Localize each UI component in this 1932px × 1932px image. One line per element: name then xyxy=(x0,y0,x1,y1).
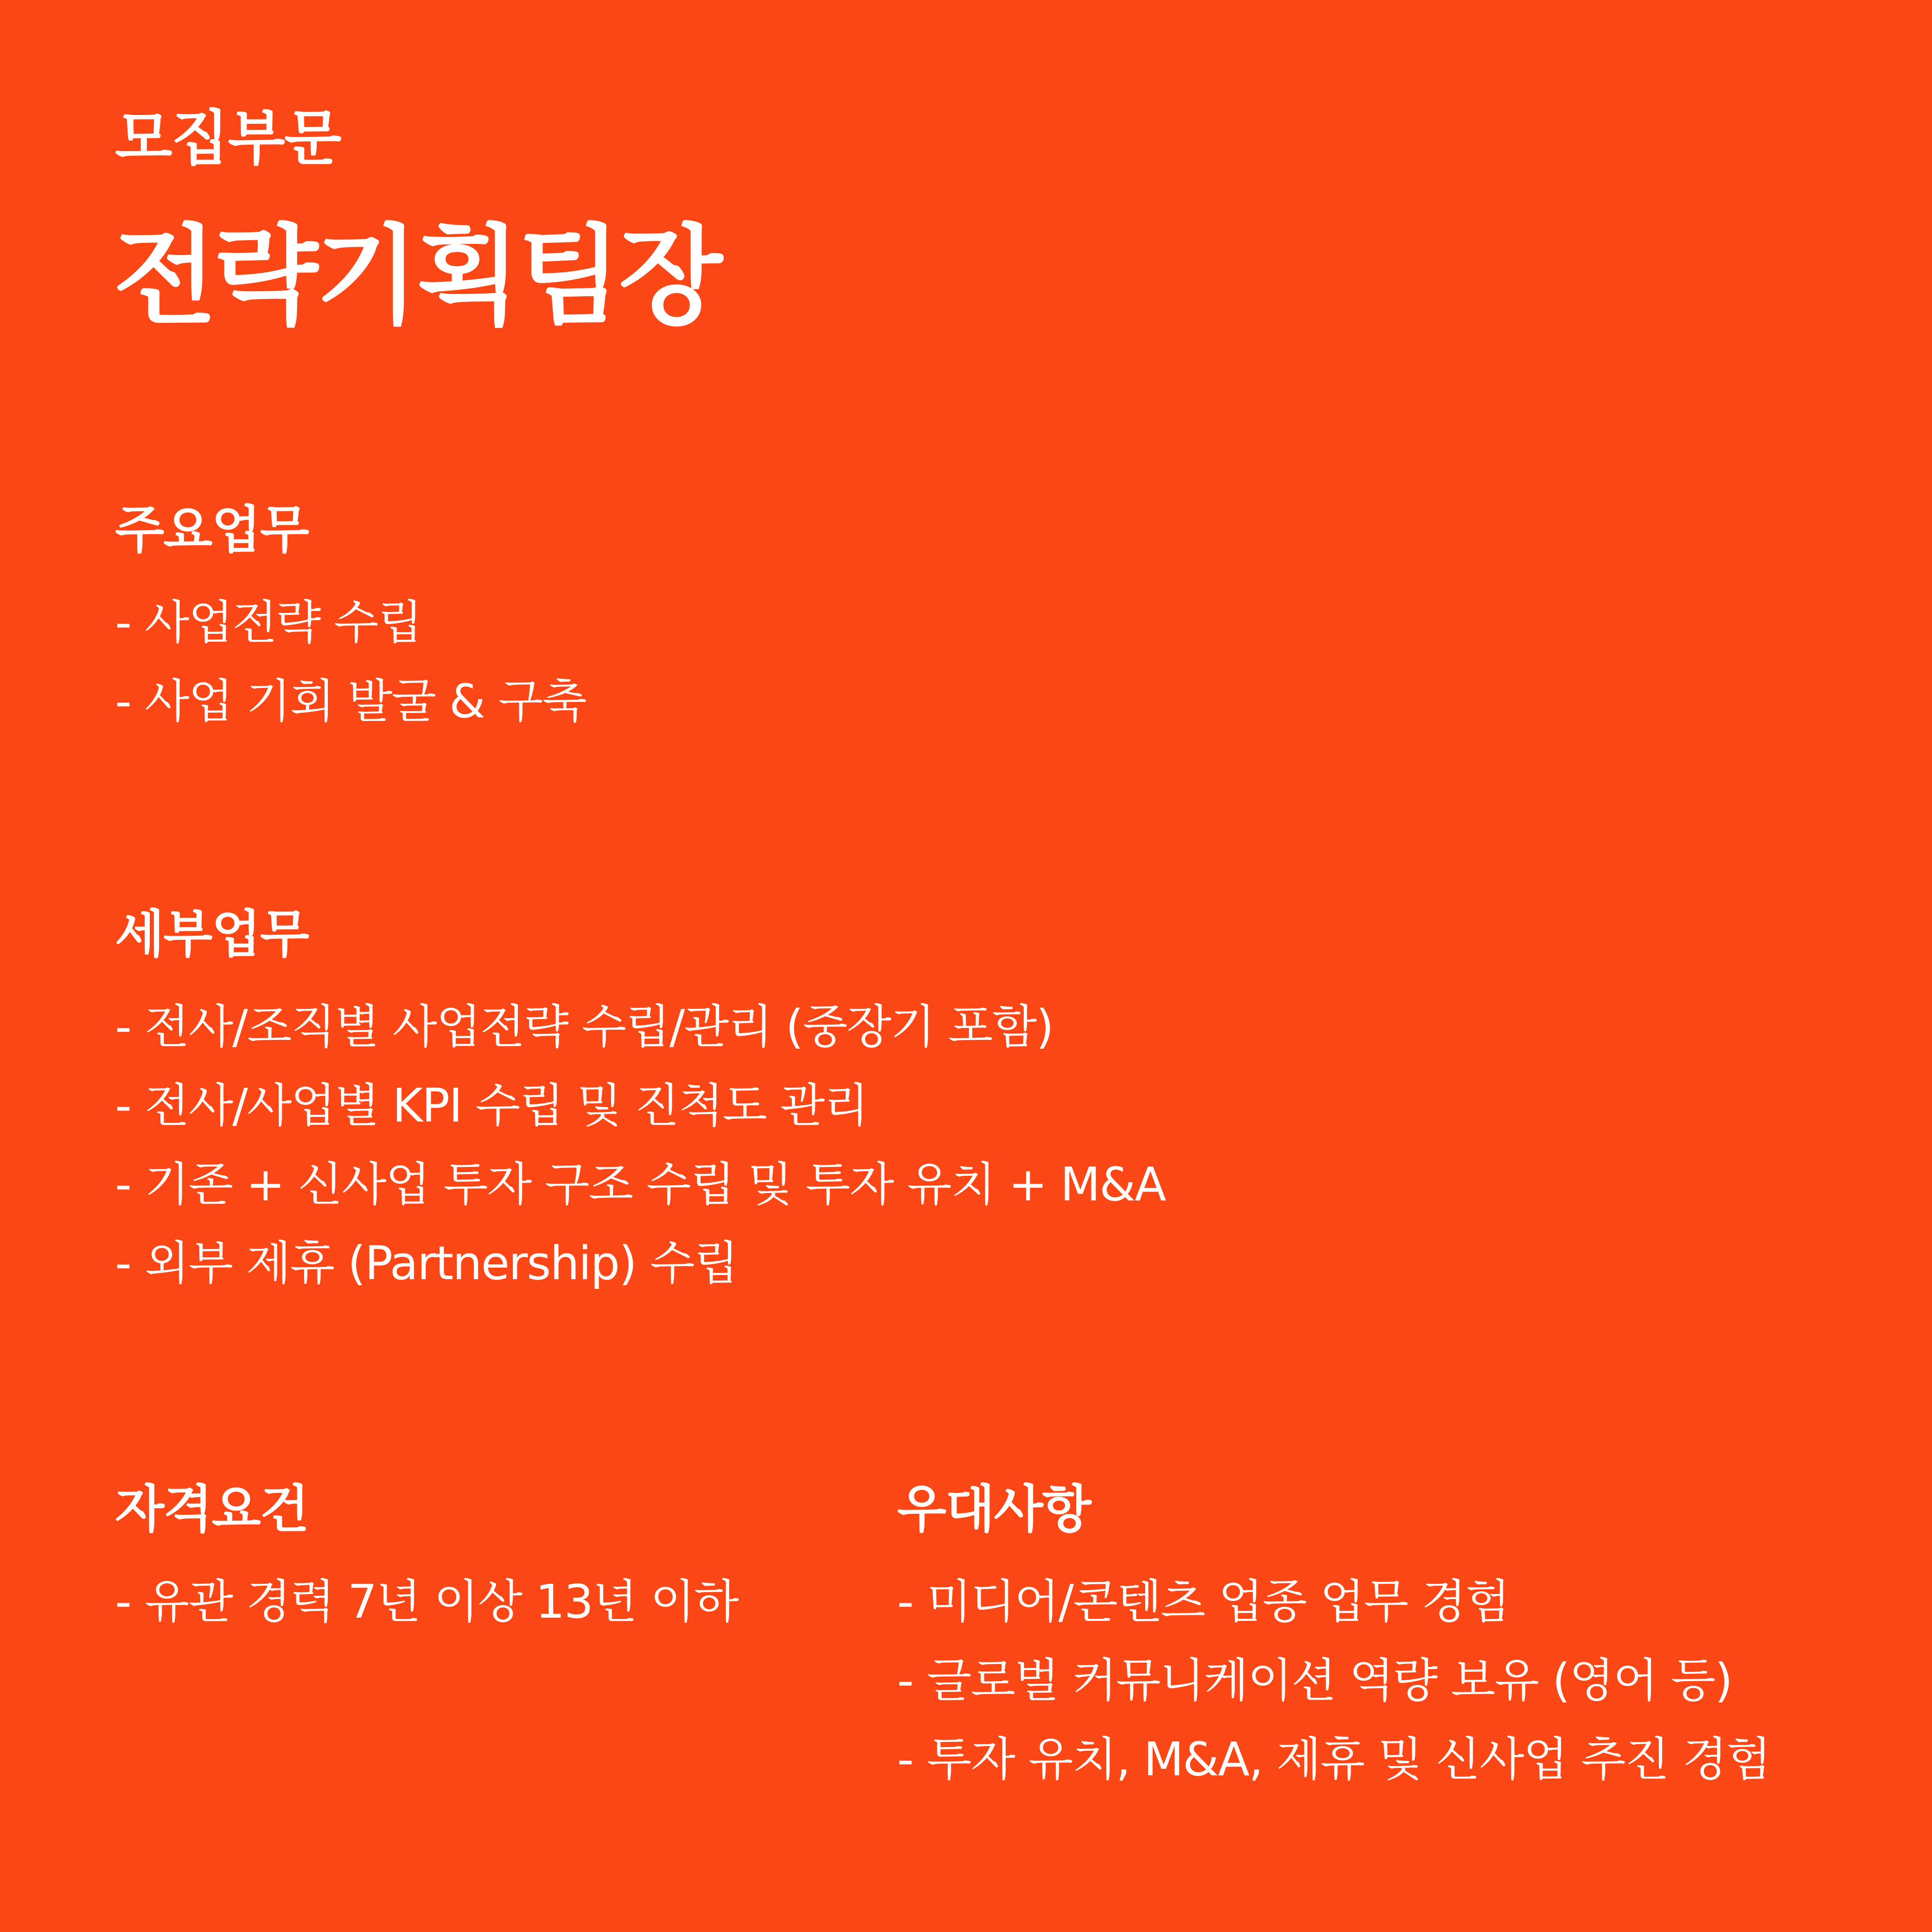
detailed-duties-heading: 세부업무 xyxy=(115,905,309,964)
qualifications-section xyxy=(115,1479,738,1658)
list-item: - 미디어/콘텐츠 업종 업무 경험 xyxy=(897,1575,1510,1629)
main-duties-heading: 주요업무 xyxy=(115,500,309,560)
list-item: - 전사/사업별 KPI 수립 및 진척도 관리 xyxy=(115,1078,868,1133)
qualifications-heading: 자격요건 xyxy=(115,1479,309,1539)
position-title: 전략기획팀장 xyxy=(113,214,720,339)
preferred-heading: 우대사항 xyxy=(897,1479,1091,1539)
list-item: - 기존 + 신사업 투자 구조 수립 및 투자 유치 + M&A xyxy=(115,1157,1166,1211)
preferred-section xyxy=(897,1479,1771,1815)
main-duties-section xyxy=(115,500,586,757)
list-item: - 투자 유치, M&A, 제휴 및 신사업 추진 경험 xyxy=(897,1732,1771,1786)
qualifications-list xyxy=(115,1575,738,1658)
main-duties-list xyxy=(115,595,586,757)
list-item: - 글로벌 커뮤니케이션 역량 보유 (영어 등) xyxy=(897,1653,1732,1708)
list-item: - 사업 기회 발굴 & 구축 xyxy=(115,674,586,728)
list-item: - 사업전략 수립 xyxy=(115,595,422,650)
detailed-duties-section xyxy=(115,905,1166,1319)
list-item: - 유관 경력 7년 이상 13년 이하 xyxy=(115,1575,738,1629)
recruit-category-label: 모집부문 xyxy=(115,104,341,173)
list-item: - 외부 제휴 (Partnership) 수립 xyxy=(115,1236,738,1290)
detailed-duties-list xyxy=(115,1000,1166,1319)
list-item: - 전사/조직별 사업전략 수립/관리 (중장기 포함) xyxy=(115,1000,1053,1054)
preferred-list xyxy=(897,1575,1771,1815)
